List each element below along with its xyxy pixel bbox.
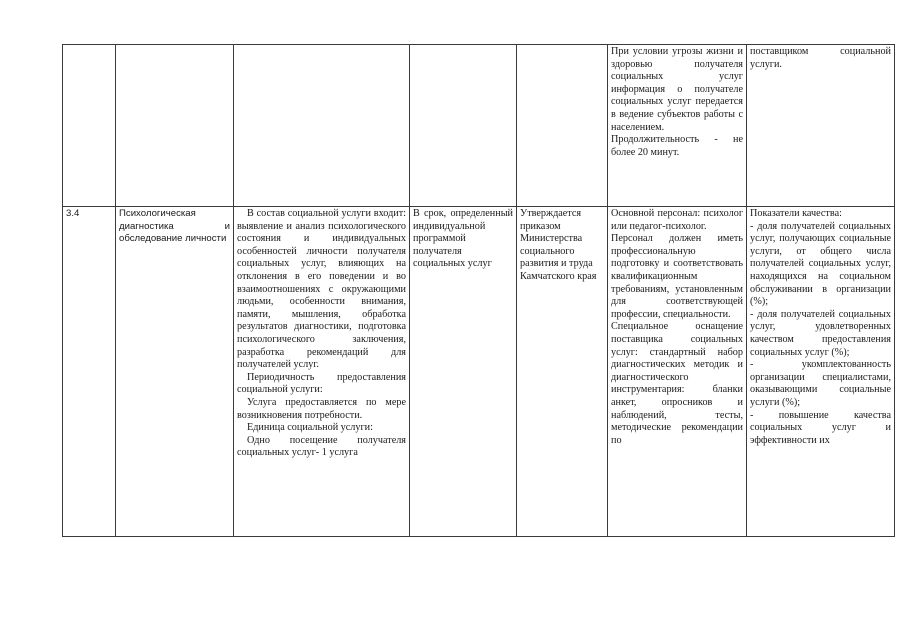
indicators-heading: Показатели качества: bbox=[750, 208, 842, 219]
conditions-equipment: Специальное оснащение поставщика социальных услуг: стандартный набор диагностических методик и диагностического инструментария: бланки анкет, опросников и наблюдений, тесты, методические рекомендации по bbox=[611, 321, 743, 446]
cell-indicators bbox=[747, 45, 895, 207]
cell-tariff bbox=[517, 207, 608, 537]
indicator-item: - доля получателей социальных услуг, удовлетворенных качеством предоставления социальных услуг (%); bbox=[750, 308, 891, 358]
cell-terms bbox=[410, 207, 517, 537]
service-name: Психологическая диагностика и обследование личности bbox=[119, 208, 230, 245]
row-number: 3.4 bbox=[66, 208, 80, 219]
unit-heading: Единица социальной услуги: bbox=[247, 422, 373, 434]
frequency-text: Услуга предоставляется по мере возникновения потребности. bbox=[237, 396, 406, 421]
cell-conditions bbox=[608, 45, 747, 207]
cell-indicators bbox=[747, 207, 895, 537]
cell-number bbox=[63, 207, 116, 537]
tariff-text: Утверждается приказом Министерства социального развития и труда Камчатского края bbox=[520, 208, 597, 282]
indicators-text: поставщиком социальной услуги. bbox=[750, 46, 891, 70]
cell-description bbox=[234, 45, 410, 207]
cell-tariff bbox=[517, 45, 608, 207]
cell-service-name bbox=[116, 207, 234, 537]
terms-text: В срок, определенный индивидуальной программой получателя социальных услуг bbox=[413, 208, 513, 270]
unit-text: Одно посещение получателя социальных услуг- 1 услуга bbox=[237, 434, 406, 459]
table-row bbox=[63, 207, 895, 537]
conditions-staff: Основной персонал: психолог или педагог-психолог. bbox=[611, 208, 743, 232]
indicator-item: - укомплектованность организации специалистами, оказывающими социальные услуги (%); bbox=[750, 359, 891, 408]
services-table bbox=[62, 44, 895, 537]
cell-number bbox=[63, 45, 116, 207]
description-paragraph: В состав социальной услуги входит: выявление и анализ психологического состояния и индивидуальных особенностей личности получателя социальных услуг, влияющих на отклонения в его поведении и во взаимоотношениях с окружающими людьми, особенности внимания, памяти, мышления, обработка результатов диагностики, подготовка психологического заключения, разработка рекомендаций для получателей услуг. bbox=[237, 208, 406, 371]
indicator-item: - повышение качества социальных услуг и эффективности их bbox=[750, 409, 891, 446]
indicator-item: - доля получателей социальных услуг, получающих социальные услуги, от общего числа получателей социальных услуг, находящихся на социальном обслуживании в организации (%); bbox=[750, 220, 891, 308]
conditions-qualification: Персонал должен иметь профессиональную подготовку и соответствовать квалификационным требованиям, установленным для соответствующей профессии, специальности. bbox=[611, 233, 743, 320]
frequency-heading: Периодичность предоставления социальной услуги: bbox=[237, 371, 406, 396]
conditions-text: При условии угрозы жизни и здоровью получателя социальных услуг информация о получателе социальных услуг передается в ведение субъектов работы с населением. Продолжительность - не более 20 минут. bbox=[611, 46, 743, 158]
cell-conditions bbox=[608, 207, 747, 537]
cell-description bbox=[234, 207, 410, 537]
cell-service-name bbox=[116, 45, 234, 207]
table-row bbox=[63, 45, 895, 207]
cell-terms bbox=[410, 45, 517, 207]
